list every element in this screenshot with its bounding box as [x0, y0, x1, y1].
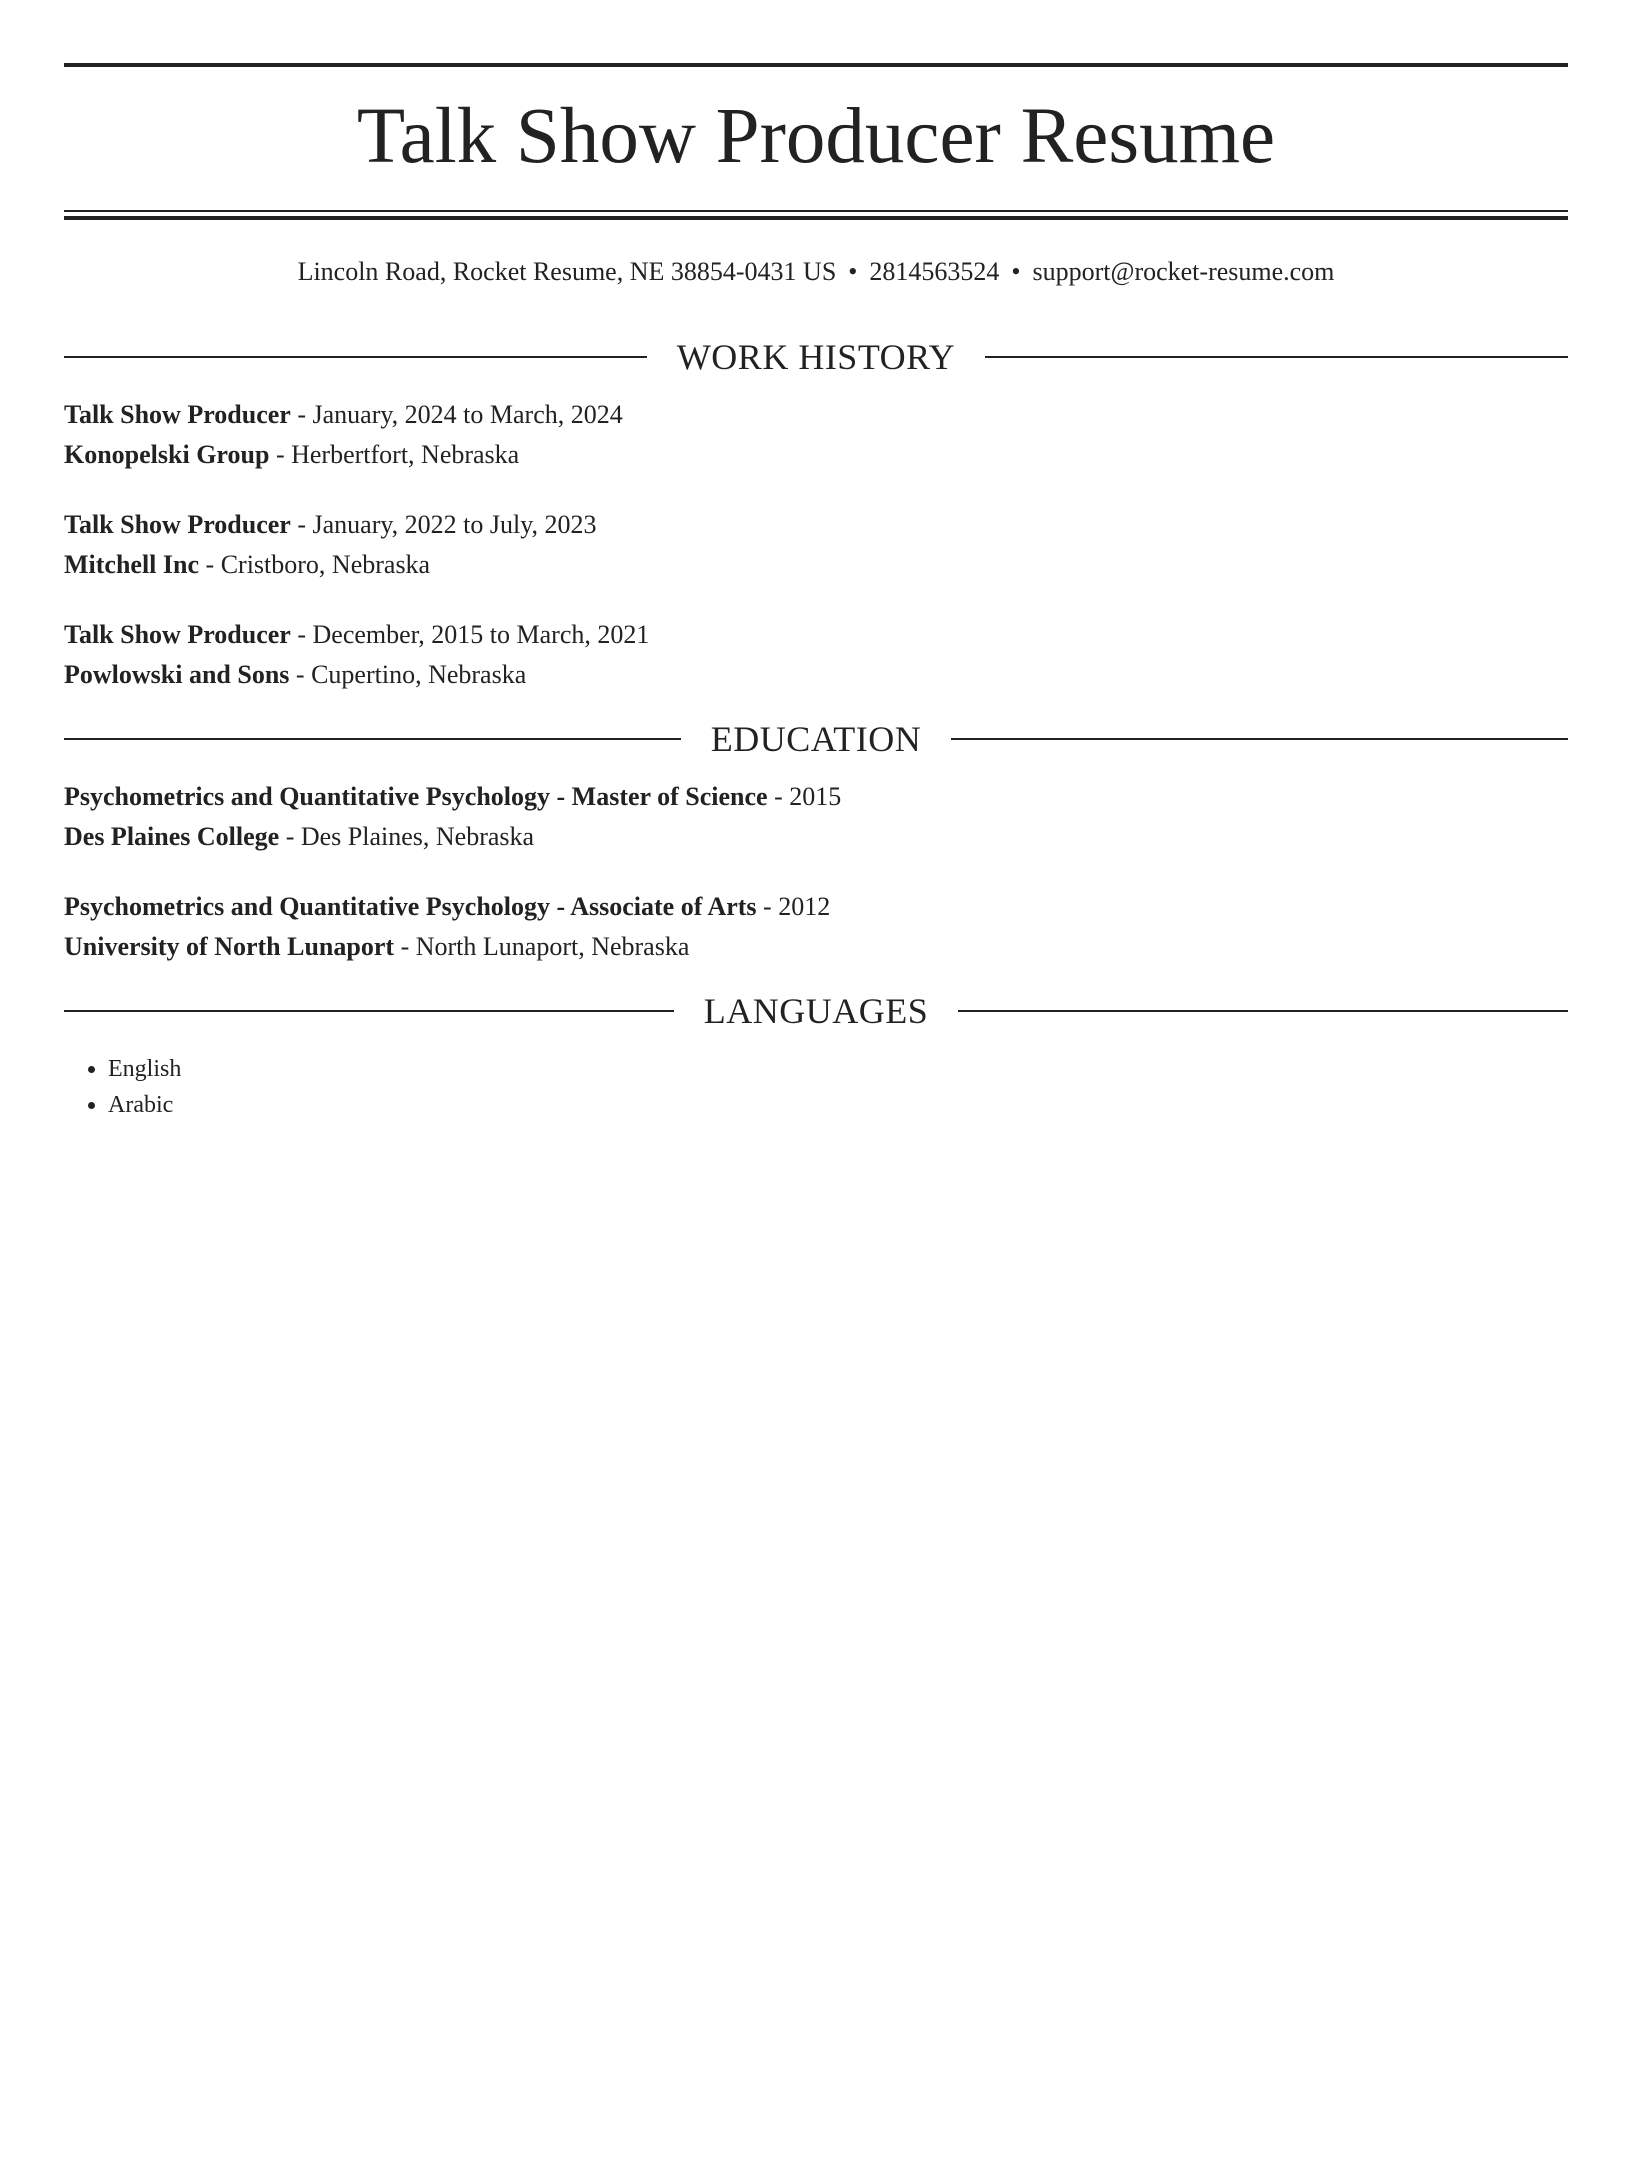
job-title: Talk Show Producer [64, 400, 291, 430]
contact-line [64, 256, 1568, 287]
page-title: Talk Show Producer Resume [356, 93, 1276, 180]
work-entry [64, 395, 1568, 475]
title-double-rule [64, 210, 1568, 220]
section-title: WORK HISTORY [676, 337, 956, 378]
resume-page [0, 63, 1632, 2175]
dash: - [297, 400, 306, 430]
company-location: Cristboro, Nebraska [220, 550, 431, 580]
job-dates: December, 2015 to March, 2021 [312, 620, 650, 650]
work-entry [64, 615, 1568, 695]
section-heading-work-history [64, 331, 1568, 383]
company-location: Cupertino, Nebraska [311, 660, 527, 690]
dash: - [774, 782, 783, 812]
job-dates: January, 2024 to March, 2024 [312, 400, 623, 430]
heading-rule-right [958, 1010, 1568, 1012]
company-name: Mitchell Inc [64, 550, 200, 580]
work-entry-title-row [64, 395, 1568, 435]
contact-address: Lincoln Road, Rocket Resume, NE 38854-0431 US [297, 257, 837, 286]
education-entry-school-row [64, 817, 1568, 857]
company-name: Powlowski and Sons [64, 660, 290, 690]
school-location: Des Plaines, Nebraska [300, 822, 535, 852]
languages-section [64, 985, 1568, 1123]
contact-email[interactable]: support@rocket-resume.com [1032, 257, 1335, 286]
work-history-section [64, 331, 1568, 695]
education-section [64, 713, 1568, 967]
work-entry [64, 505, 1568, 585]
job-title: Talk Show Producer [64, 510, 291, 540]
work-entry-company-row [64, 545, 1568, 585]
job-dates: January, 2022 to July, 2023 [312, 510, 597, 540]
education-entry [64, 887, 1568, 967]
company-location: Herbertfort, Nebraska [291, 440, 520, 470]
heading-rule-right [985, 356, 1568, 358]
degree-name: Psychometrics and Quantitative Psychology - Master of Science [64, 782, 768, 812]
work-entry-company-row [64, 655, 1568, 695]
work-entry-title-row [64, 505, 1568, 545]
contact-separator: • [848, 257, 858, 286]
dash: - [275, 440, 285, 470]
dash: - [400, 932, 410, 962]
education-entry [64, 777, 1568, 857]
section-title: LANGUAGES [703, 991, 929, 1032]
section-heading-education [64, 713, 1568, 765]
school-name: University of North Lunaport [64, 932, 395, 962]
company-name: Konopelski Group [64, 440, 270, 470]
dash: - [205, 550, 215, 580]
contact-phone: 2814563524 [869, 257, 1000, 286]
top-rule [64, 63, 1568, 67]
languages-list [64, 1051, 1568, 1123]
work-entry-company-row [64, 435, 1568, 475]
graduation-year: 2015 [789, 782, 842, 812]
degree-name: Psychometrics and Quantitative Psychology - Associate of Arts [64, 892, 757, 922]
heading-rule-left [64, 738, 681, 740]
heading-rule-right [951, 738, 1568, 740]
dash: - [297, 620, 306, 650]
graduation-year: 2012 [778, 892, 831, 922]
heading-rule-left [64, 1010, 674, 1012]
contact-separator: • [1011, 257, 1021, 286]
education-entry-school-row [64, 927, 1568, 967]
language-item: • English [108, 1051, 1568, 1087]
work-entry-title-row [64, 615, 1568, 655]
education-entry-degree-row [64, 887, 1568, 927]
work-entries [64, 395, 1568, 695]
section-title: EDUCATION [710, 719, 922, 760]
job-title: Talk Show Producer [64, 620, 291, 650]
dash: - [285, 822, 295, 852]
section-heading-languages [64, 985, 1568, 1037]
heading-rule-left [64, 356, 647, 358]
school-name: Des Plaines College [64, 822, 280, 852]
dash: - [763, 892, 772, 922]
language-item: • Arabic [108, 1087, 1568, 1123]
education-entry-degree-row [64, 777, 1568, 817]
dash: - [295, 660, 305, 690]
dash: - [297, 510, 306, 540]
education-entries [64, 777, 1568, 967]
school-location: North Lunaport, Nebraska [415, 932, 690, 962]
